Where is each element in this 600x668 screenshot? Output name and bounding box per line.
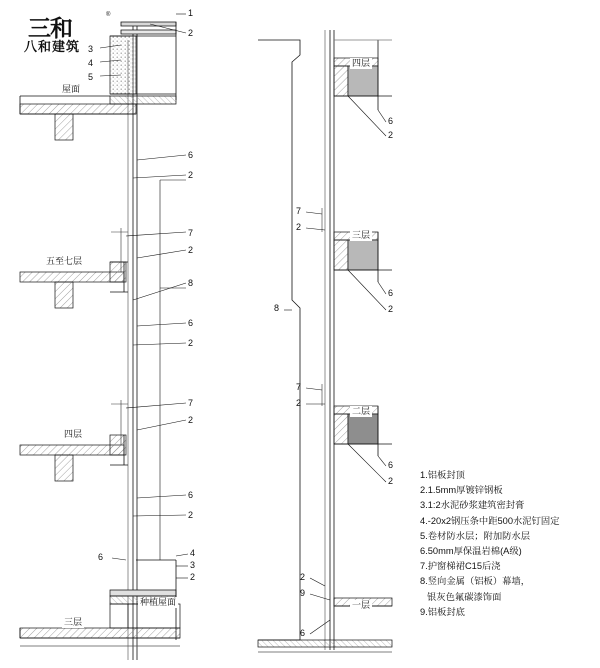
callout-number: 2 [188,28,194,38]
floor-label-planted-roof: 种植屋面 [140,597,177,607]
floor-label-4-right: 四层 [352,58,371,68]
callout-number: 7 [188,228,194,238]
callout-number: 2 [190,572,196,582]
callout-number: 9 [300,588,306,598]
callout-number: 2 [188,415,194,425]
callout-number: 7 [296,206,302,216]
floor-label-3-right: 三层 [352,230,371,240]
callout-number: 5 [88,72,94,82]
legend-item: 1.铝板封顶 [420,470,465,480]
callout-number: 6 [188,150,194,160]
callout-number: 8 [188,278,194,288]
floor-label-1-right: 一层 [352,600,371,610]
callout-number: 8 [274,303,280,313]
callout-number: 6 [388,288,394,298]
callout-number: 6 [98,552,104,562]
callout-number: 6 [388,116,394,126]
legend-item: 7.护窗梯裙C15后浇 [420,561,501,572]
legend-item: 4.-20x2钢压条中距500水泥钉固定 [420,515,560,526]
logo-registered-icon: ® [106,12,111,18]
callout-number: 7 [296,382,302,392]
floor-label-4: 四层 [64,429,83,439]
callout-number: 6 [188,318,194,328]
legend-item: 3.1:2水泥砂浆建筑密封膏 [420,500,525,511]
callout-number: 2 [188,338,194,348]
callout-number: 2 [388,130,394,140]
legend-item: 8.竖向金属（铝板）幕墙， [420,576,531,587]
callout-number: 6 [388,460,394,470]
legend-item: 9.铝板封底 [420,606,465,617]
callout-number: 2 [188,510,194,520]
callout-number: 2 [188,170,194,180]
floor-label-5-7: 五至七层 [46,256,83,266]
legend-item-continuation: 银灰色氟碳漆饰面 [427,591,502,602]
callout-number: 2 [388,476,394,486]
floor-label-2-right: 二层 [352,406,371,416]
callout-number: 3 [88,44,94,54]
callout-number: 7 [188,398,194,408]
logo-company-name: 八和建筑 [24,39,81,54]
callout-number: 2 [296,222,302,232]
logo-mark: 三和 [28,16,72,42]
callout-number: 6 [188,490,194,500]
legend-item: 5.卷材防水层；附加防水层 [420,530,531,541]
legend-item: 2.1.5mm厚镀锌钢板 [420,485,503,496]
legend-item: 6.50mm厚保温岩棉(A级) [420,546,522,557]
callout-number: 2 [296,398,302,408]
floor-label-3: 三层 [64,617,83,627]
callout-number: 1 [188,8,194,18]
callout-number: 2 [188,245,194,255]
callout-number: 3 [190,560,196,570]
legend-list [420,468,598,620]
callout-number: 2 [388,304,394,314]
callout-number: 4 [88,58,94,68]
callout-number: 2 [300,572,306,582]
callout-number: 4 [190,548,196,558]
callout-number: 6 [300,628,306,638]
floor-label-roof: 屋面 [62,84,81,94]
